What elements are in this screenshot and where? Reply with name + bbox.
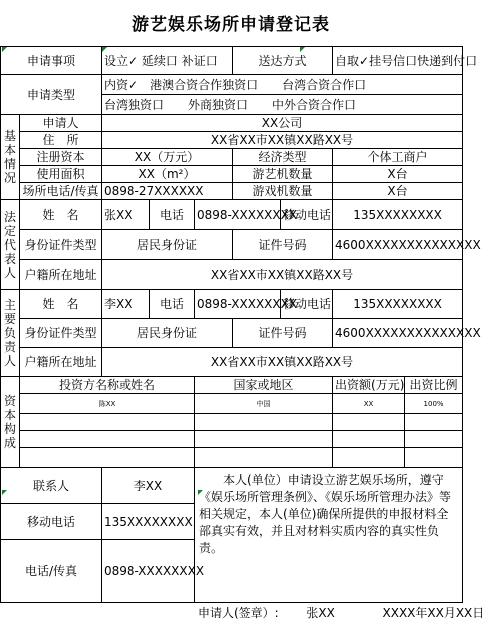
investment-empty-row (20, 431, 195, 448)
legal-id-type-label: 身份证件类型 (20, 230, 102, 260)
area-label: 使用面积 (20, 166, 102, 183)
investor-name-header: 投资方名称或姓名 (20, 377, 195, 394)
declaration-text: 本人(单位）申请设立游艺娱乐场所，遵守《娱乐场所管理条例》、《娱乐场所管理办法》等相关规定，本人(单位)确保所提供的申报材料全部真实有效，并且对材料实质内容的真实性负责。 (195, 468, 463, 603)
cell-comment-marker (102, 47, 107, 52)
investment-empty-cell (405, 414, 463, 431)
legal-mobile-value: 135XXXXXXXX (333, 200, 463, 230)
address-label: 住 所 (20, 132, 102, 149)
principal-name-value: 李XX (102, 290, 150, 319)
legal-id-no-label: 证件号码 (233, 230, 333, 260)
legal-rep-section-label: 法定代表人 (1, 200, 20, 290)
investor-ratio-cell: 100% (405, 394, 463, 414)
delivery-label: 送达方式 (233, 47, 333, 75)
investment-empty-cell (405, 431, 463, 448)
game-machines-value: X台 (333, 166, 463, 183)
venue-phone-label: 场所电话/传真 (20, 183, 102, 200)
investment-empty-cell (405, 448, 463, 468)
amount-header: 出资额(万元) (333, 377, 405, 394)
signature-name: 张XX (306, 606, 335, 620)
contact-mobile-label: 移动电话 (1, 504, 102, 540)
legal-mobile-label: 移动电话 (281, 200, 333, 230)
legal-name-value: 张XX (102, 200, 150, 230)
gaming-machines-value: X台 (333, 183, 463, 200)
principal-address-label: 户籍所在地址 (20, 348, 102, 377)
applicant-label: 申请人 (20, 115, 102, 132)
investment-empty-cell (195, 448, 333, 468)
country-header: 国家或地区 (195, 377, 333, 394)
capital-value: XX（万元） (102, 149, 233, 166)
contact-name-value: 李XX (102, 468, 195, 504)
investor-amount-cell: XX (333, 394, 405, 414)
cell-comment-marker (300, 47, 305, 52)
contact-label: 联系人 (1, 468, 102, 504)
contact-phone-value: 0898-XXXXXXXX (102, 540, 195, 603)
registration-form-table (0, 46, 481, 603)
form-title: 游艺娱乐场所申请登记表 (132, 15, 330, 35)
legal-address-label: 户籍所在地址 (20, 260, 102, 290)
signature-label: 申请人(签章）: (198, 606, 279, 620)
principal-id-no-value: 4600XXXXXXXXXXXXXX (333, 319, 463, 348)
game-machines-label: 游艺机数量 (233, 166, 333, 183)
investment-empty-row (20, 448, 195, 468)
investment-empty-cell (333, 431, 405, 448)
investor-name-cell: 陈XX (20, 394, 195, 414)
cell-comment-marker (198, 490, 203, 495)
venue-phone-value: 0898-27XXXXXX (102, 183, 233, 200)
apply-type-row-2: 台湾独资口 外商独资口 中外合资合作口 (102, 95, 463, 115)
principal-id-type-label: 身份证件类型 (20, 319, 102, 348)
apply-item-options: 设立✓ 延续口 补证口 (102, 47, 233, 75)
legal-address-value: XX省XX市XX镇XX路XX号 (102, 260, 463, 290)
principal-address-value: XX省XX市XX镇XX路XX号 (102, 348, 463, 377)
investment-section-label: 资本构成 (1, 377, 20, 468)
investment-empty-cell (195, 414, 333, 431)
area-value: XX（m²） (102, 166, 233, 183)
apply-item-label: 申请事项 (1, 47, 102, 75)
principal-id-type-value: 居民身份证 (102, 319, 233, 348)
delivery-options: 自取✓挂号信口快递到付口 (333, 47, 463, 75)
legal-id-no-value: 4600XXXXXXXXXXXXXX (333, 230, 463, 260)
basic-info-section-label: 基本情况 (1, 115, 20, 200)
principal-mobile-label: 移动电话 (281, 290, 333, 319)
address-value: XX省XX市XX镇XX路XX号 (102, 132, 463, 149)
cell-comment-marker (2, 490, 7, 495)
econ-type-label: 经济类型 (233, 149, 333, 166)
principal-mobile-value: 135XXXXXXXX (333, 290, 463, 319)
investment-empty-row (20, 414, 195, 431)
apply-type-row-1: 内资✓ 港澳合资合作独资口 台湾合资合作口 (102, 75, 463, 95)
signature-date: XXXX年XX月XX日 (382, 606, 484, 620)
legal-name-label: 姓 名 (20, 200, 102, 230)
contact-mobile-value: 135XXXXXXXX (102, 504, 195, 540)
cell-comment-marker (2, 47, 7, 52)
principal-phone-label: 电话 (150, 290, 195, 319)
principal-name-label: 姓 名 (20, 290, 102, 319)
applicant-value: XX公司 (102, 115, 463, 132)
signature-line (198, 604, 484, 621)
principal-section-label: 主要负责人 (1, 290, 20, 377)
ratio-header: 出资比例 (405, 377, 463, 394)
principal-phone-value: 0898-XXXXXXXX (195, 290, 281, 319)
investment-empty-cell (195, 431, 333, 448)
contact-phone-label: 电话/传真 (1, 540, 102, 603)
legal-phone-label: 电话 (150, 200, 195, 230)
legal-phone-value: 0898-XXXXXXXX (195, 200, 281, 230)
investor-country-cell: 中国 (195, 394, 333, 414)
capital-label: 注册资本 (20, 149, 102, 166)
legal-id-type-value: 居民身份证 (102, 230, 233, 260)
investment-empty-cell (333, 414, 405, 431)
investment-empty-cell (333, 448, 405, 468)
econ-type-value: 个体工商户 (333, 149, 463, 166)
gaming-machines-label: 游戏机数量 (233, 183, 333, 200)
apply-type-label: 申请类型 (1, 75, 102, 115)
principal-id-no-label: 证件号码 (233, 319, 333, 348)
